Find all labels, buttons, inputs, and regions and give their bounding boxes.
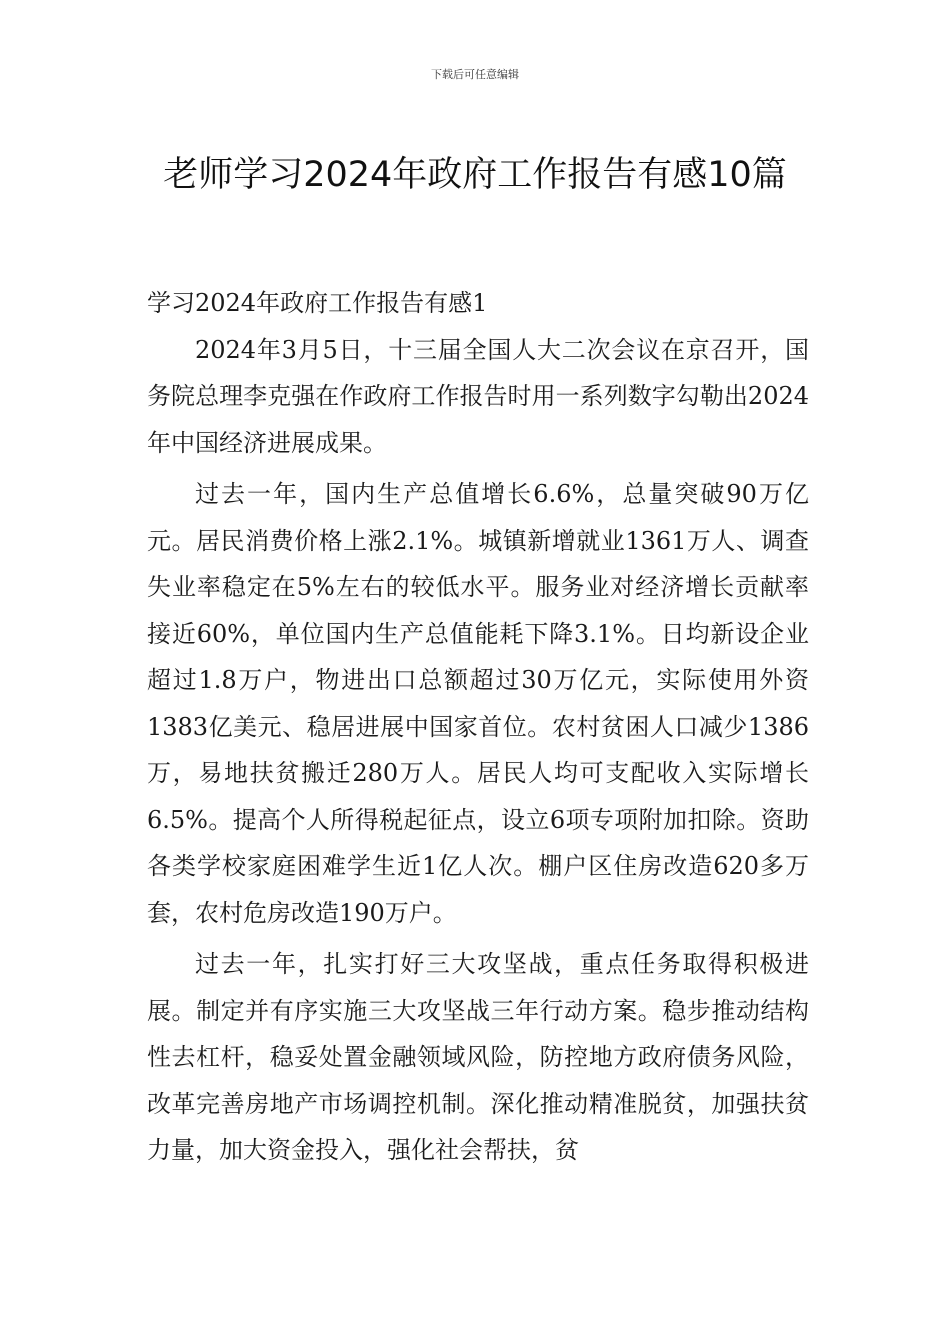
section-heading: 学习2024年政府工作报告有感1 <box>147 289 488 317</box>
document-title: 老师学习2024年政府工作报告有感10篇 <box>163 155 787 195</box>
paragraph-3: 过去一年，扎实打好三大攻坚战，重点任务取得积极进展。制定并有序实施三大攻坚战三年行动方案。稳步推动结构性去杠杆，稳妥处置金融领域风险，防控地方政府债务风险，改革完善房地产市场调控机制。深化推动精准脱贫，加强扶贫力量，加大资金投入，强化社会帮扶，贫 <box>147 950 809 1164</box>
document-body <box>147 280 809 1174</box>
paragraph-1: 2024年3月5日，十三届全国人大二次会议在京召开，国务院总理李克强在作政府工作报告时用一系列数字勾勒出2024年中国经济进展成果。 <box>147 335 809 457</box>
paragraph-2: 过去一年，国内生产总值增长6.6%，总量突破90万亿元。居民消费价格上涨2.1%。城镇新增就业1361万人、调查失业率稳定在5%左右的较低水平。服务业对经济增长贡献率接近60%，单位国内生产总值能耗下降3.1%。日均新设企业超过1.8万户，物进出口总额超过30万亿元，实际使用外资1383亿美元、稳居进展中国家首位。农村贫困人口减少1386万，易地扶贫搬迁280万人。居民人均可支配收入实际增长6.5%。提高个人所得税起征点，设立6项专项附加扣除。资助各类学校家庭困难学生近1亿人次。棚户区住房改造620多万套，农村危房改造190万户。 <box>147 480 809 927</box>
header-note: 下载后可任意编辑 <box>431 68 519 81</box>
